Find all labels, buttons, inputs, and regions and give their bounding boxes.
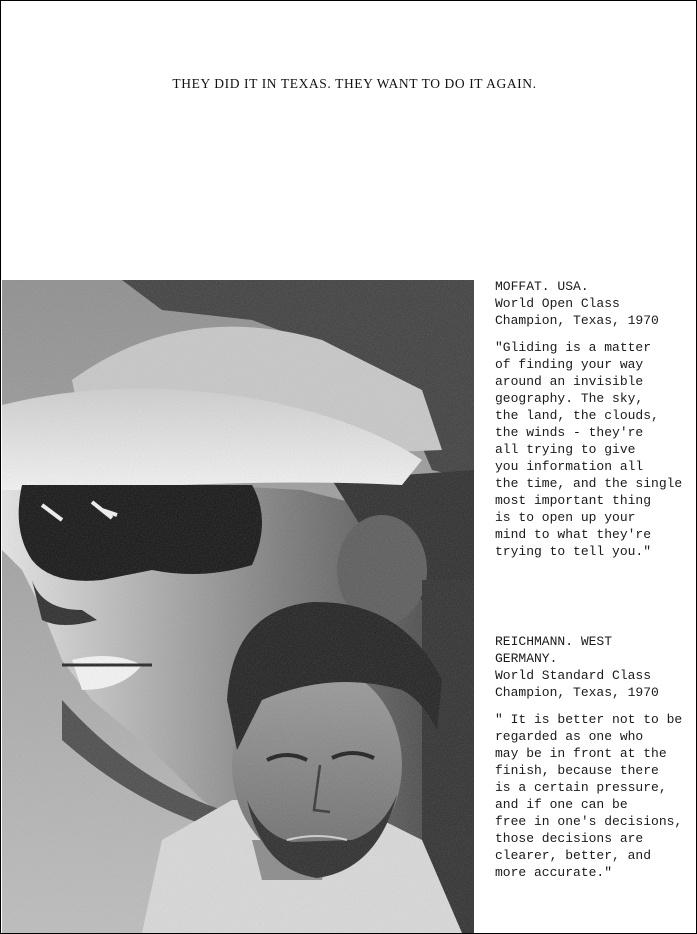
moffat-quote-line: the time, and the single	[495, 476, 683, 491]
moffat-quote-line: most important thing	[495, 493, 652, 508]
reichmann-quote-line: those decisions are	[495, 831, 644, 846]
portrait-photo	[2, 280, 474, 933]
reichmann-caption-line: REICHMANN. WEST	[495, 634, 613, 649]
moffat-text-block	[495, 278, 695, 560]
moffat-quote-line: geography. The sky,	[495, 391, 644, 406]
moffat-quote-line: you information all	[495, 459, 644, 474]
reichmann-quote-line: regarded as one who	[495, 729, 644, 744]
reichmann-quote-line: and if one can be	[495, 797, 628, 812]
reichmann-quote-line: " It is better not to be	[495, 712, 683, 727]
reichmann-caption-line: World Standard Class	[495, 668, 652, 683]
moffat-quote-line: around an invisible	[495, 374, 644, 389]
moffat-quote-line: all trying to give	[495, 442, 636, 457]
moffat-quote-line: "Gliding is a matter	[495, 340, 652, 355]
reichmann-caption-line: Champion, Texas, 1970	[495, 685, 659, 700]
reichmann-quote-line: more accurate."	[495, 865, 613, 880]
headline: THEY DID IT IN TEXAS. THEY WANT TO DO IT AGAIN.	[172, 76, 537, 91]
reichmann-quote-line: clearer, better, and	[495, 848, 652, 863]
reichmann-caption-line: GERMANY.	[495, 651, 558, 666]
moffat-caption-line: MOFFAT. USA.	[495, 279, 589, 294]
moffat-quote-line: of finding your way	[495, 357, 644, 372]
moffat-caption-line: Champion, Texas, 1970	[495, 313, 659, 328]
moffat-quote-line: trying to tell you."	[495, 544, 652, 559]
reichmann-quote-line: is a certain pressure,	[495, 780, 667, 795]
reichmann-quote-line: may be in front at the	[495, 746, 667, 761]
moffat-quote-line: is to open up your	[495, 510, 636, 525]
reichmann-quote-line: finish, because there	[495, 763, 659, 778]
moffat-quote-line: the land, the clouds,	[495, 408, 659, 423]
moffat-caption-line: World Open Class	[495, 296, 620, 311]
moffat-quote-line: mind to what they're	[495, 527, 652, 542]
moffat-quote-line: the winds - they're	[495, 425, 644, 440]
reichmann-quote-line: free in one's decisions,	[495, 814, 683, 829]
reichmann-text-block	[495, 633, 695, 881]
